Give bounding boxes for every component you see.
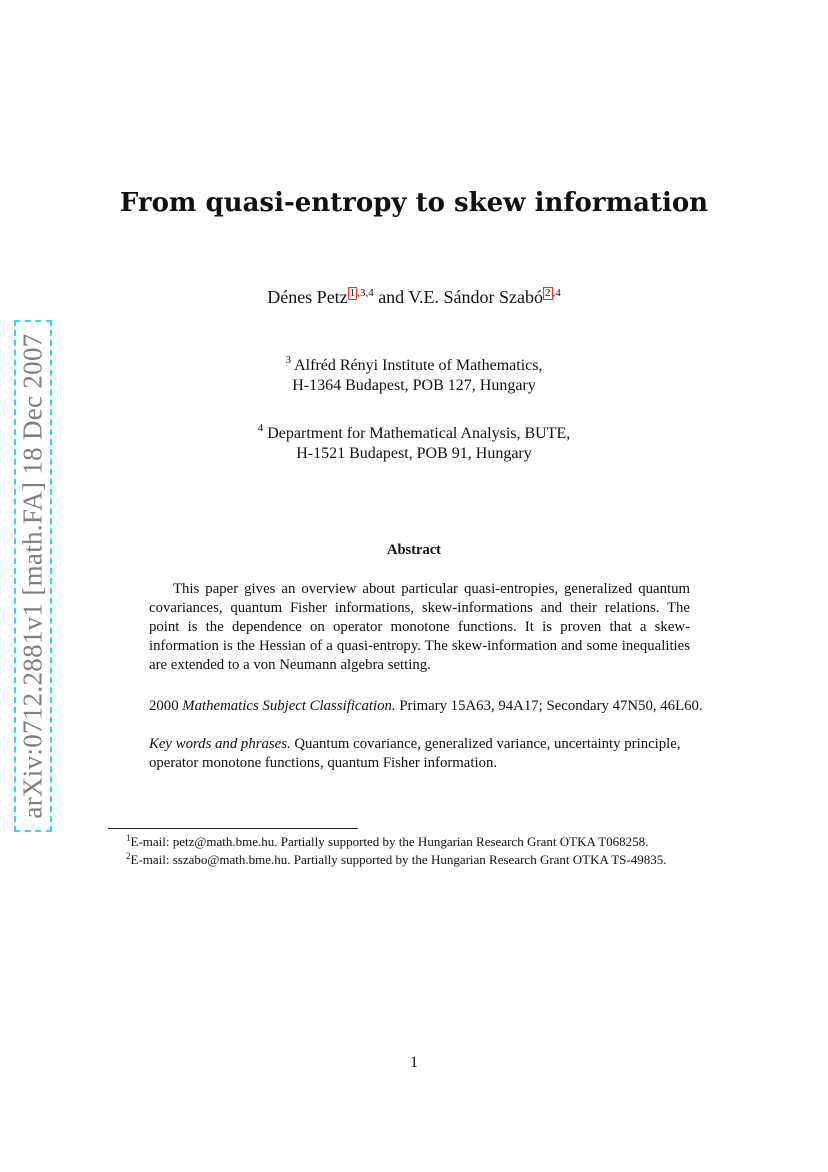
author-connector: and	[373, 287, 409, 307]
author-1-name: Dénes Petz	[267, 287, 348, 307]
footnote-link-2[interactable]: 2	[545, 287, 551, 299]
abstract-body: This paper gives an overview about particular quasi-entropies, generalized quantum covariances, quantum Fisher informations, skew-informations and their relations. The point is the dependence on operator monotone functions. It is proven that a skew-information is the Hessian of a quasi-entropy. The skew-information and some inequalities are extended to a von Neumann algebra setting.	[149, 581, 690, 673]
arxiv-identifier: arXiv:0712.2881v1 [math.FA] 18 Dec 2007	[17, 333, 48, 819]
author-2-name: V.E. Sándor Szabó	[408, 287, 544, 307]
footnote-2	[108, 851, 732, 869]
footnote-link-1[interactable]: 1	[349, 287, 356, 299]
footnote-text: E-mail: petz@math.bme.hu. Partially supported by the Hungarian Research Grant OTKA T068258.	[130, 834, 649, 849]
author-line	[0, 287, 828, 308]
affiliation-mark: 4	[257, 422, 264, 434]
msc-codes: Primary 15A63, 94A17; Secondary 47N50, 46L60.	[399, 698, 703, 714]
author-1-affiliations: ,3,4	[357, 287, 374, 299]
keywords-label: Key words and phrases.	[149, 736, 291, 752]
arxiv-side-stamp	[14, 320, 52, 832]
affiliation-line-2: H-1364 Budapest, POB 127, Hungary	[292, 377, 536, 394]
keywords	[149, 735, 709, 773]
footnote-text: E-mail: sszabo@math.bme.hu. Partially supported by the Hungarian Research Grant OTKA TS-49835.	[130, 852, 667, 867]
affiliation-line-1: Department for Mathematical Analysis, BUTE,	[267, 425, 571, 442]
footnote-mark: 1	[126, 833, 131, 843]
affiliation-line-2: H-1521 Budapest, POB 91, Hungary	[296, 445, 532, 462]
msc-label: Mathematics Subject Classification.	[182, 698, 396, 714]
affiliation-4	[0, 424, 828, 464]
abstract-heading: Abstract	[387, 542, 441, 558]
page-number: 1	[410, 1054, 418, 1071]
affiliation-line-1: Alfréd Rényi Institute of Mathematics,	[294, 357, 543, 374]
paper-title: From quasi-entropy to skew information	[119, 188, 709, 218]
keywords-text: Quantum covariance, generalized variance, uncertainty principle, operator monotone functions, quantum Fisher information.	[149, 736, 681, 771]
footnotes	[108, 833, 732, 869]
author-2-affiliations: ,4	[552, 287, 561, 299]
footnote-mark: 2	[126, 851, 131, 861]
msc-classification	[149, 697, 709, 716]
affiliation-3	[0, 356, 828, 396]
footnote-rule	[108, 828, 358, 829]
affiliation-mark: 3	[285, 354, 291, 366]
msc-year: 2000	[149, 698, 179, 714]
footnote-1	[108, 833, 732, 851]
